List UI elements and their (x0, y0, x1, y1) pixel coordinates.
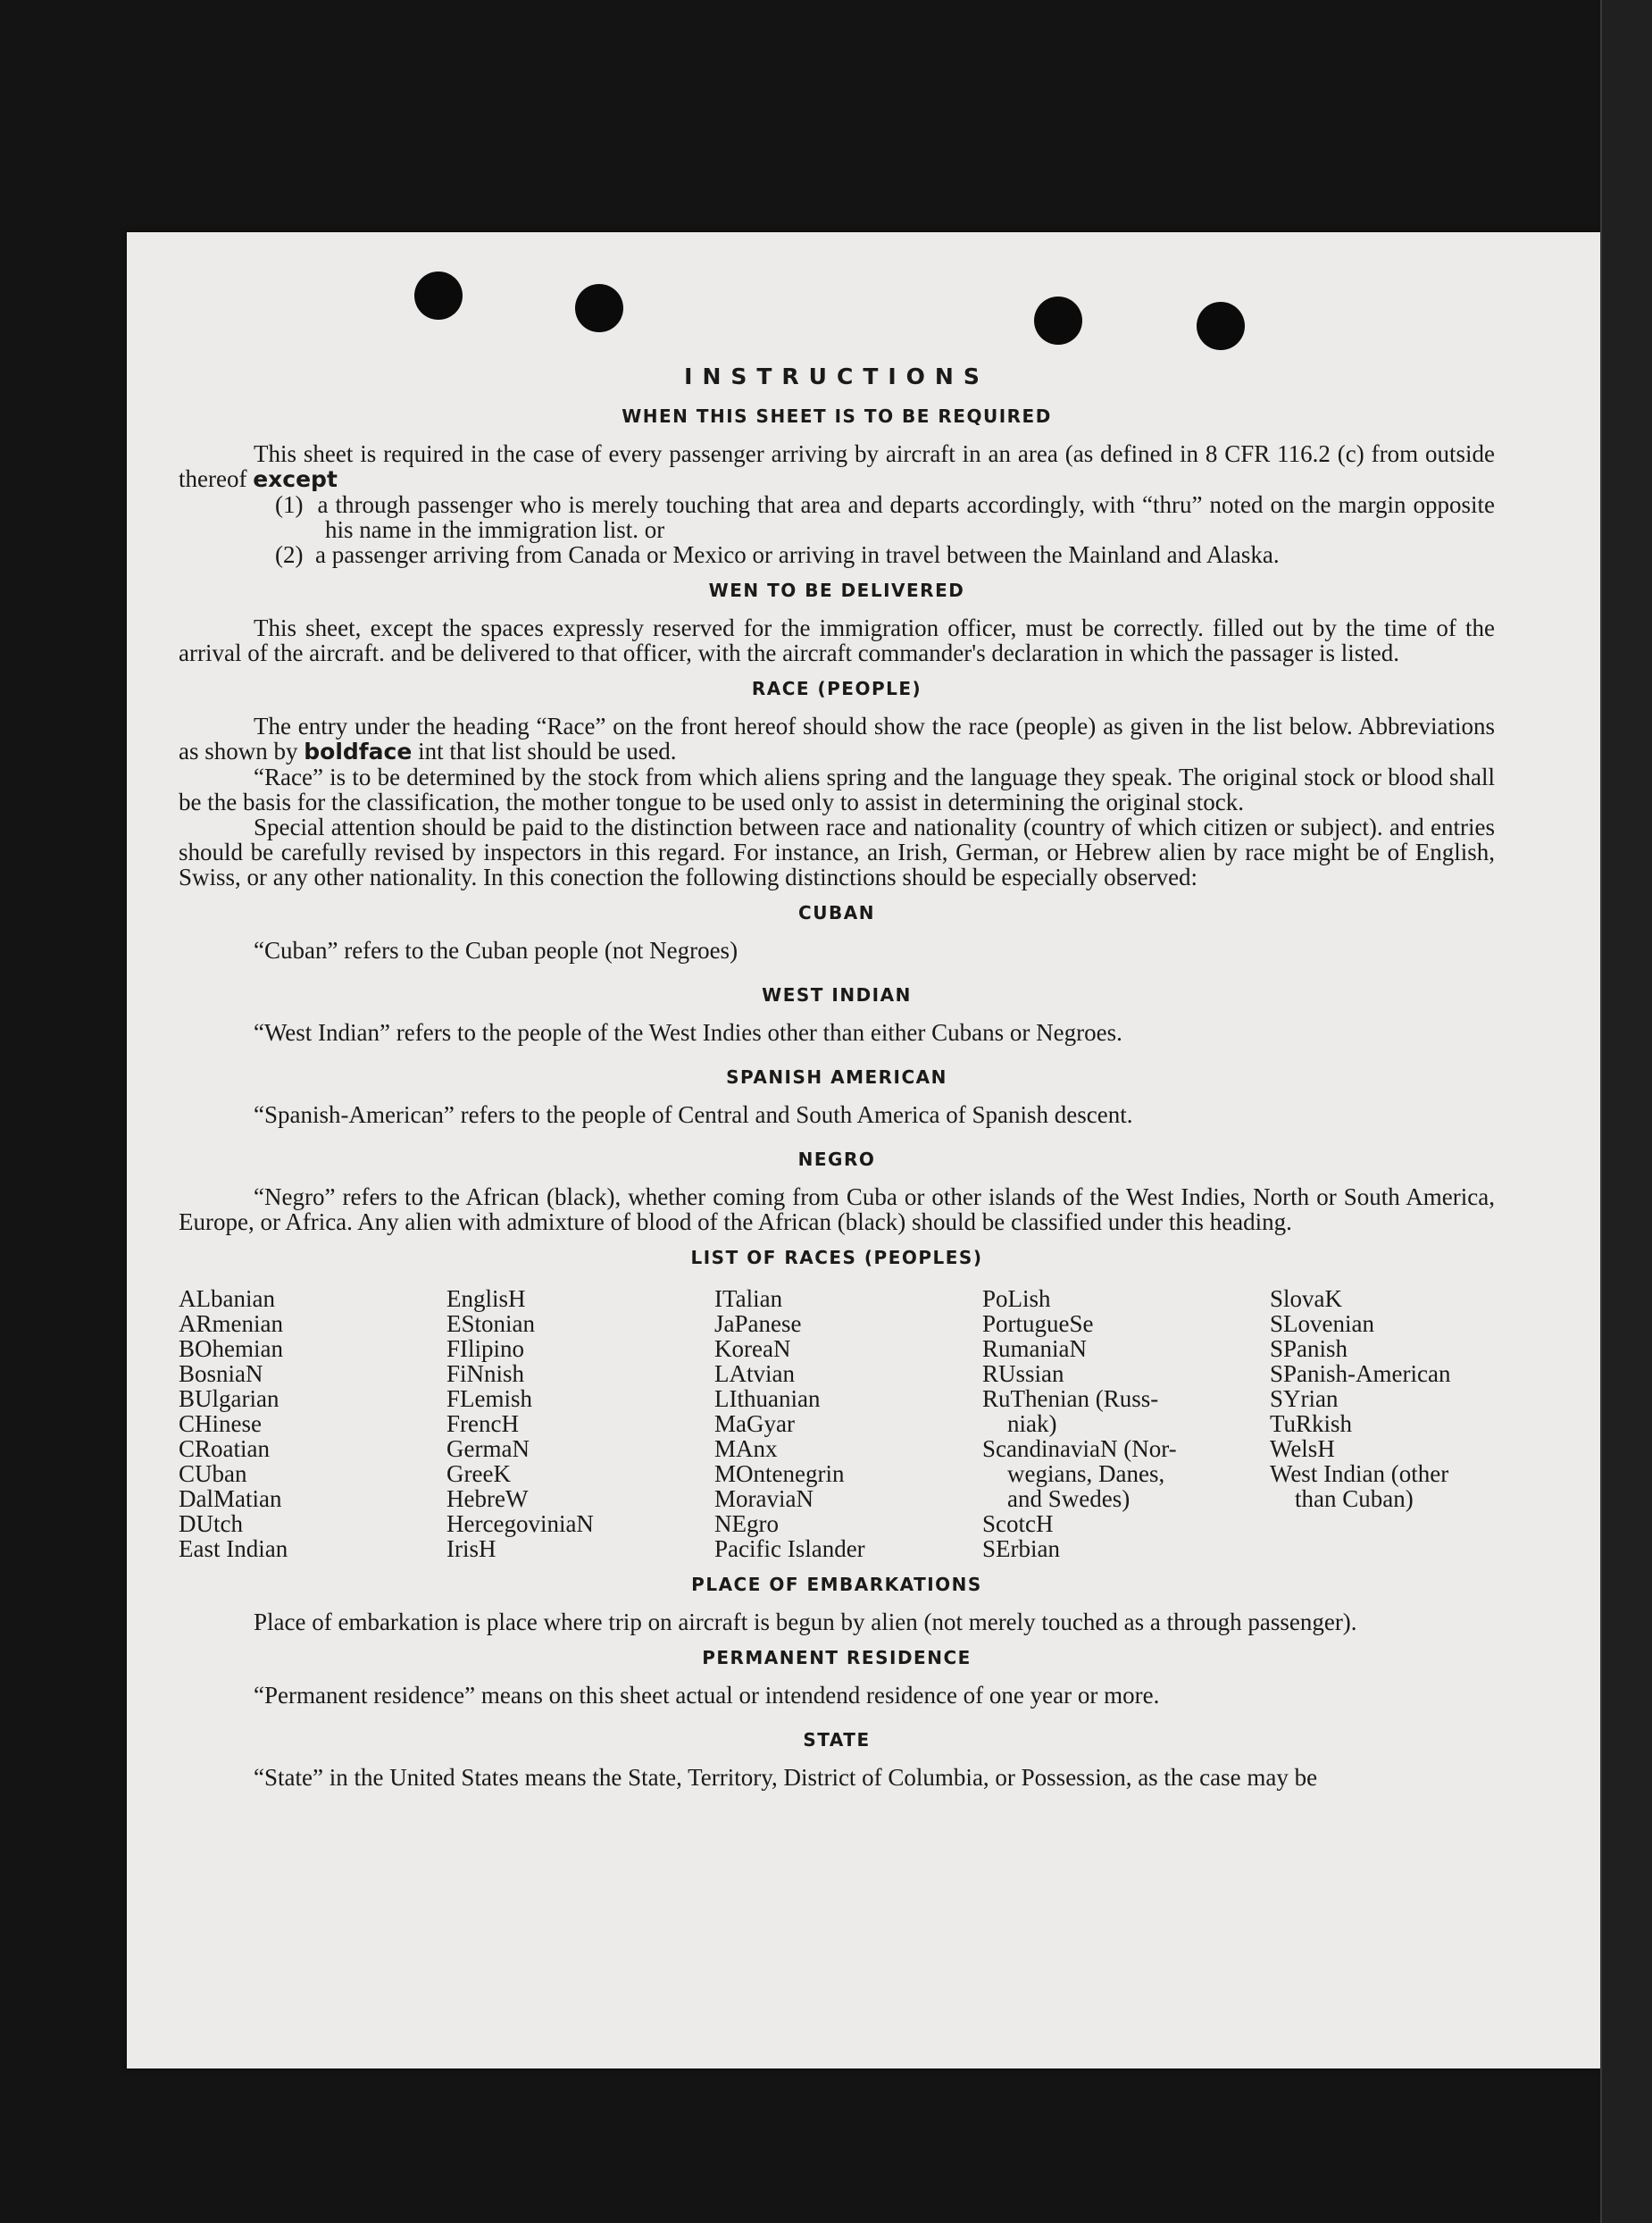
race-item: BosniaN (179, 1360, 263, 1387)
race-item: IrisH (446, 1535, 496, 1562)
race-item: SLovenian (1270, 1310, 1374, 1337)
race-item: HebreW (446, 1485, 529, 1512)
race-item: EStonian (446, 1310, 535, 1337)
heading-required: WHEN THIS SHEET IS TO BE REQUIRED (622, 405, 1052, 427)
delivered-text: This sheet, except the spaces expressly reserved for the immigration officer, must be correctly. filled out by the time of the arrival of the aircraft. and be delivered to that officer, with the aircraft commander's declaration in which the passager is listed. (179, 614, 1495, 666)
required-item-1: (1) a through passenger who is merely touching that area and departs accordingly, with “thru” noted on the margin opposite his name in the immigration list. or (275, 491, 1495, 543)
race-item: BUlgarian (179, 1385, 280, 1412)
race-item: KoreaN (714, 1335, 791, 1362)
race-item: RuThenian (Russ- (982, 1385, 1159, 1412)
heading-permanent-residence: PERMANENT RESIDENCE (702, 1647, 972, 1668)
race-item: NEgro (714, 1510, 779, 1537)
race-item: LIthuanian (714, 1385, 821, 1412)
boldface-bold: boldface (304, 739, 413, 765)
race-paragraph-3: Special attention should be paid to the distinction between race and nationality (country of which citizen or subject). and entries should be carefully revised by inspectors in this regard. For instance, an Irish, German, or Hebrew alien by race might be of English, Swiss, or any other nationality. In this conection the following distinctions should be especially observed: (179, 814, 1495, 890)
race-item: CRoatian (179, 1435, 270, 1462)
race-item: ScotcH (982, 1510, 1054, 1537)
heading-west-indian: WEST INDIAN (762, 984, 912, 1006)
race-item: MaGyar (714, 1410, 795, 1437)
races-column-3 (714, 1286, 982, 1561)
punch-hole-2 (575, 284, 623, 332)
race-item: GreeK (446, 1460, 511, 1487)
west-indian-text: “West Indian” refers to the people of the West Indies other than either Cubans or Negroes. (254, 1019, 1122, 1046)
punch-hole-4 (1197, 302, 1245, 350)
race-item: SYrian (1270, 1385, 1339, 1412)
race-item: MoraviaN (714, 1485, 813, 1512)
heading-race: RACE (PEOPLE) (751, 678, 922, 699)
race-item: DUtch (179, 1510, 243, 1537)
races-column-2 (446, 1286, 714, 1561)
heading-list-of-races: LIST OF RACES (PEOPLES) (690, 1247, 983, 1268)
race-item: SlovaK (1270, 1285, 1342, 1312)
race-item-continuation: wegians, Danes, (1007, 1460, 1165, 1487)
race-item: HercegoviniaN (446, 1510, 594, 1537)
negro-text: “Negro” refers to the African (black), whether coming from Cuba or other islands of the West Indies, North or South America, Europe, or Africa. Any alien with admixture of blood of the African (black) should be classified under this heading. (179, 1183, 1495, 1235)
race-item: TuRkish (1270, 1410, 1353, 1437)
race-item: FLemish (446, 1385, 533, 1412)
races-column-4 (982, 1286, 1270, 1561)
except-bold: except (253, 466, 338, 492)
state-text: “State” in the United States means the State, Territory, District of Columbia, or Possession, as the case may be (254, 1764, 1318, 1791)
races-list (179, 1286, 1495, 1561)
race-item: CHinese (179, 1410, 262, 1437)
race-paragraph-2: “Race” is to be determined by the stock from which aliens spring and the language they speak. The original stock or blood shall be the basis for the classification, the mother tongue to be used only to assist in determining the original stock. (179, 764, 1495, 815)
race-item-continuation: niak) (1007, 1410, 1057, 1437)
race-item: ALbanian (179, 1285, 275, 1312)
embarkation-text: Place of embarkation is place where trip on aircraft is begun by alien (not merely touched as a through passenger). (254, 1609, 1357, 1635)
race-item: PoLish (982, 1285, 1051, 1312)
instructions-content (179, 364, 1495, 1790)
heading-embarkation: PLACE OF EMBARKATIONS (691, 1574, 982, 1595)
race-item: SErbian (982, 1535, 1060, 1562)
race-item: Pacific Islander (714, 1535, 865, 1562)
race-item: RumaniaN (982, 1335, 1087, 1362)
race-item: SPanish (1270, 1335, 1348, 1362)
spanish-american-text: “Spanish-American” refers to the people of Central and South America of Spanish descent. (254, 1101, 1133, 1128)
race-item: LAtvian (714, 1360, 795, 1387)
heading-delivered: WEN TO BE DELIVERED (708, 580, 965, 601)
race-item: CUban (179, 1460, 247, 1487)
race-item: East Indian (179, 1535, 288, 1562)
race-item: BOhemian (179, 1335, 283, 1362)
required-item-2: (2) a passenger arriving from Canada or Mexico or arriving in travel between the Mainland and Alaska. (275, 541, 1280, 568)
race-item: ITalian (714, 1285, 783, 1312)
permanent-residence-text: “Permanent residence” means on this sheet actual or intendend residence of one year or more. (254, 1682, 1160, 1709)
heading-negro: NEGRO (797, 1149, 876, 1170)
race-item: EnglisH (446, 1285, 526, 1312)
race-item: DalMatian (179, 1485, 282, 1512)
race-item: ARmenian (179, 1310, 283, 1337)
punch-hole-3 (1034, 297, 1082, 345)
race-item: WelsH (1270, 1435, 1335, 1462)
race-item: West Indian (other (1270, 1460, 1449, 1487)
race-item: MAnx (714, 1435, 778, 1462)
race-item-continuation: than Cuban) (1295, 1485, 1414, 1512)
race-item-continuation: and Swedes) (1007, 1485, 1131, 1512)
race-item: JaPanese (714, 1310, 802, 1337)
race-item: SPanish-American (1270, 1360, 1451, 1387)
race-item: MOntenegrin (714, 1460, 845, 1487)
page-title: INSTRUCTIONS (684, 364, 989, 389)
race-item: GermaN (446, 1435, 530, 1462)
race-item: FiNnish (446, 1360, 525, 1387)
race-paragraph-1: The entry under the heading “Race” on the front hereof should show the race (people) as given in the list below. Abbreviations as shown by boldface int that list should be used. (179, 713, 1495, 765)
race-item: FrencH (446, 1410, 519, 1437)
race-item: RUssian (982, 1360, 1064, 1387)
punch-hole-1 (414, 272, 463, 320)
race-item: PortugueSe (982, 1310, 1094, 1337)
cuban-text: “Cuban” refers to the Cuban people (not Negroes) (254, 937, 738, 964)
race-item: ScandinaviaN (Nor- (982, 1435, 1177, 1462)
heading-state: STATE (803, 1729, 871, 1751)
race-item: FIlipino (446, 1335, 525, 1362)
races-column-5 (1270, 1286, 1495, 1561)
required-intro: This sheet is required in the case of every passenger arriving by aircraft in an area (as defined in 8 CFR 116.2 (c) from outside thereof except (179, 440, 1495, 492)
scanner-edge (1600, 0, 1652, 2223)
heading-cuban: CUBAN (798, 902, 875, 923)
races-column-1 (179, 1286, 446, 1561)
heading-spanish-american: SPANISH AMERICAN (726, 1066, 947, 1088)
